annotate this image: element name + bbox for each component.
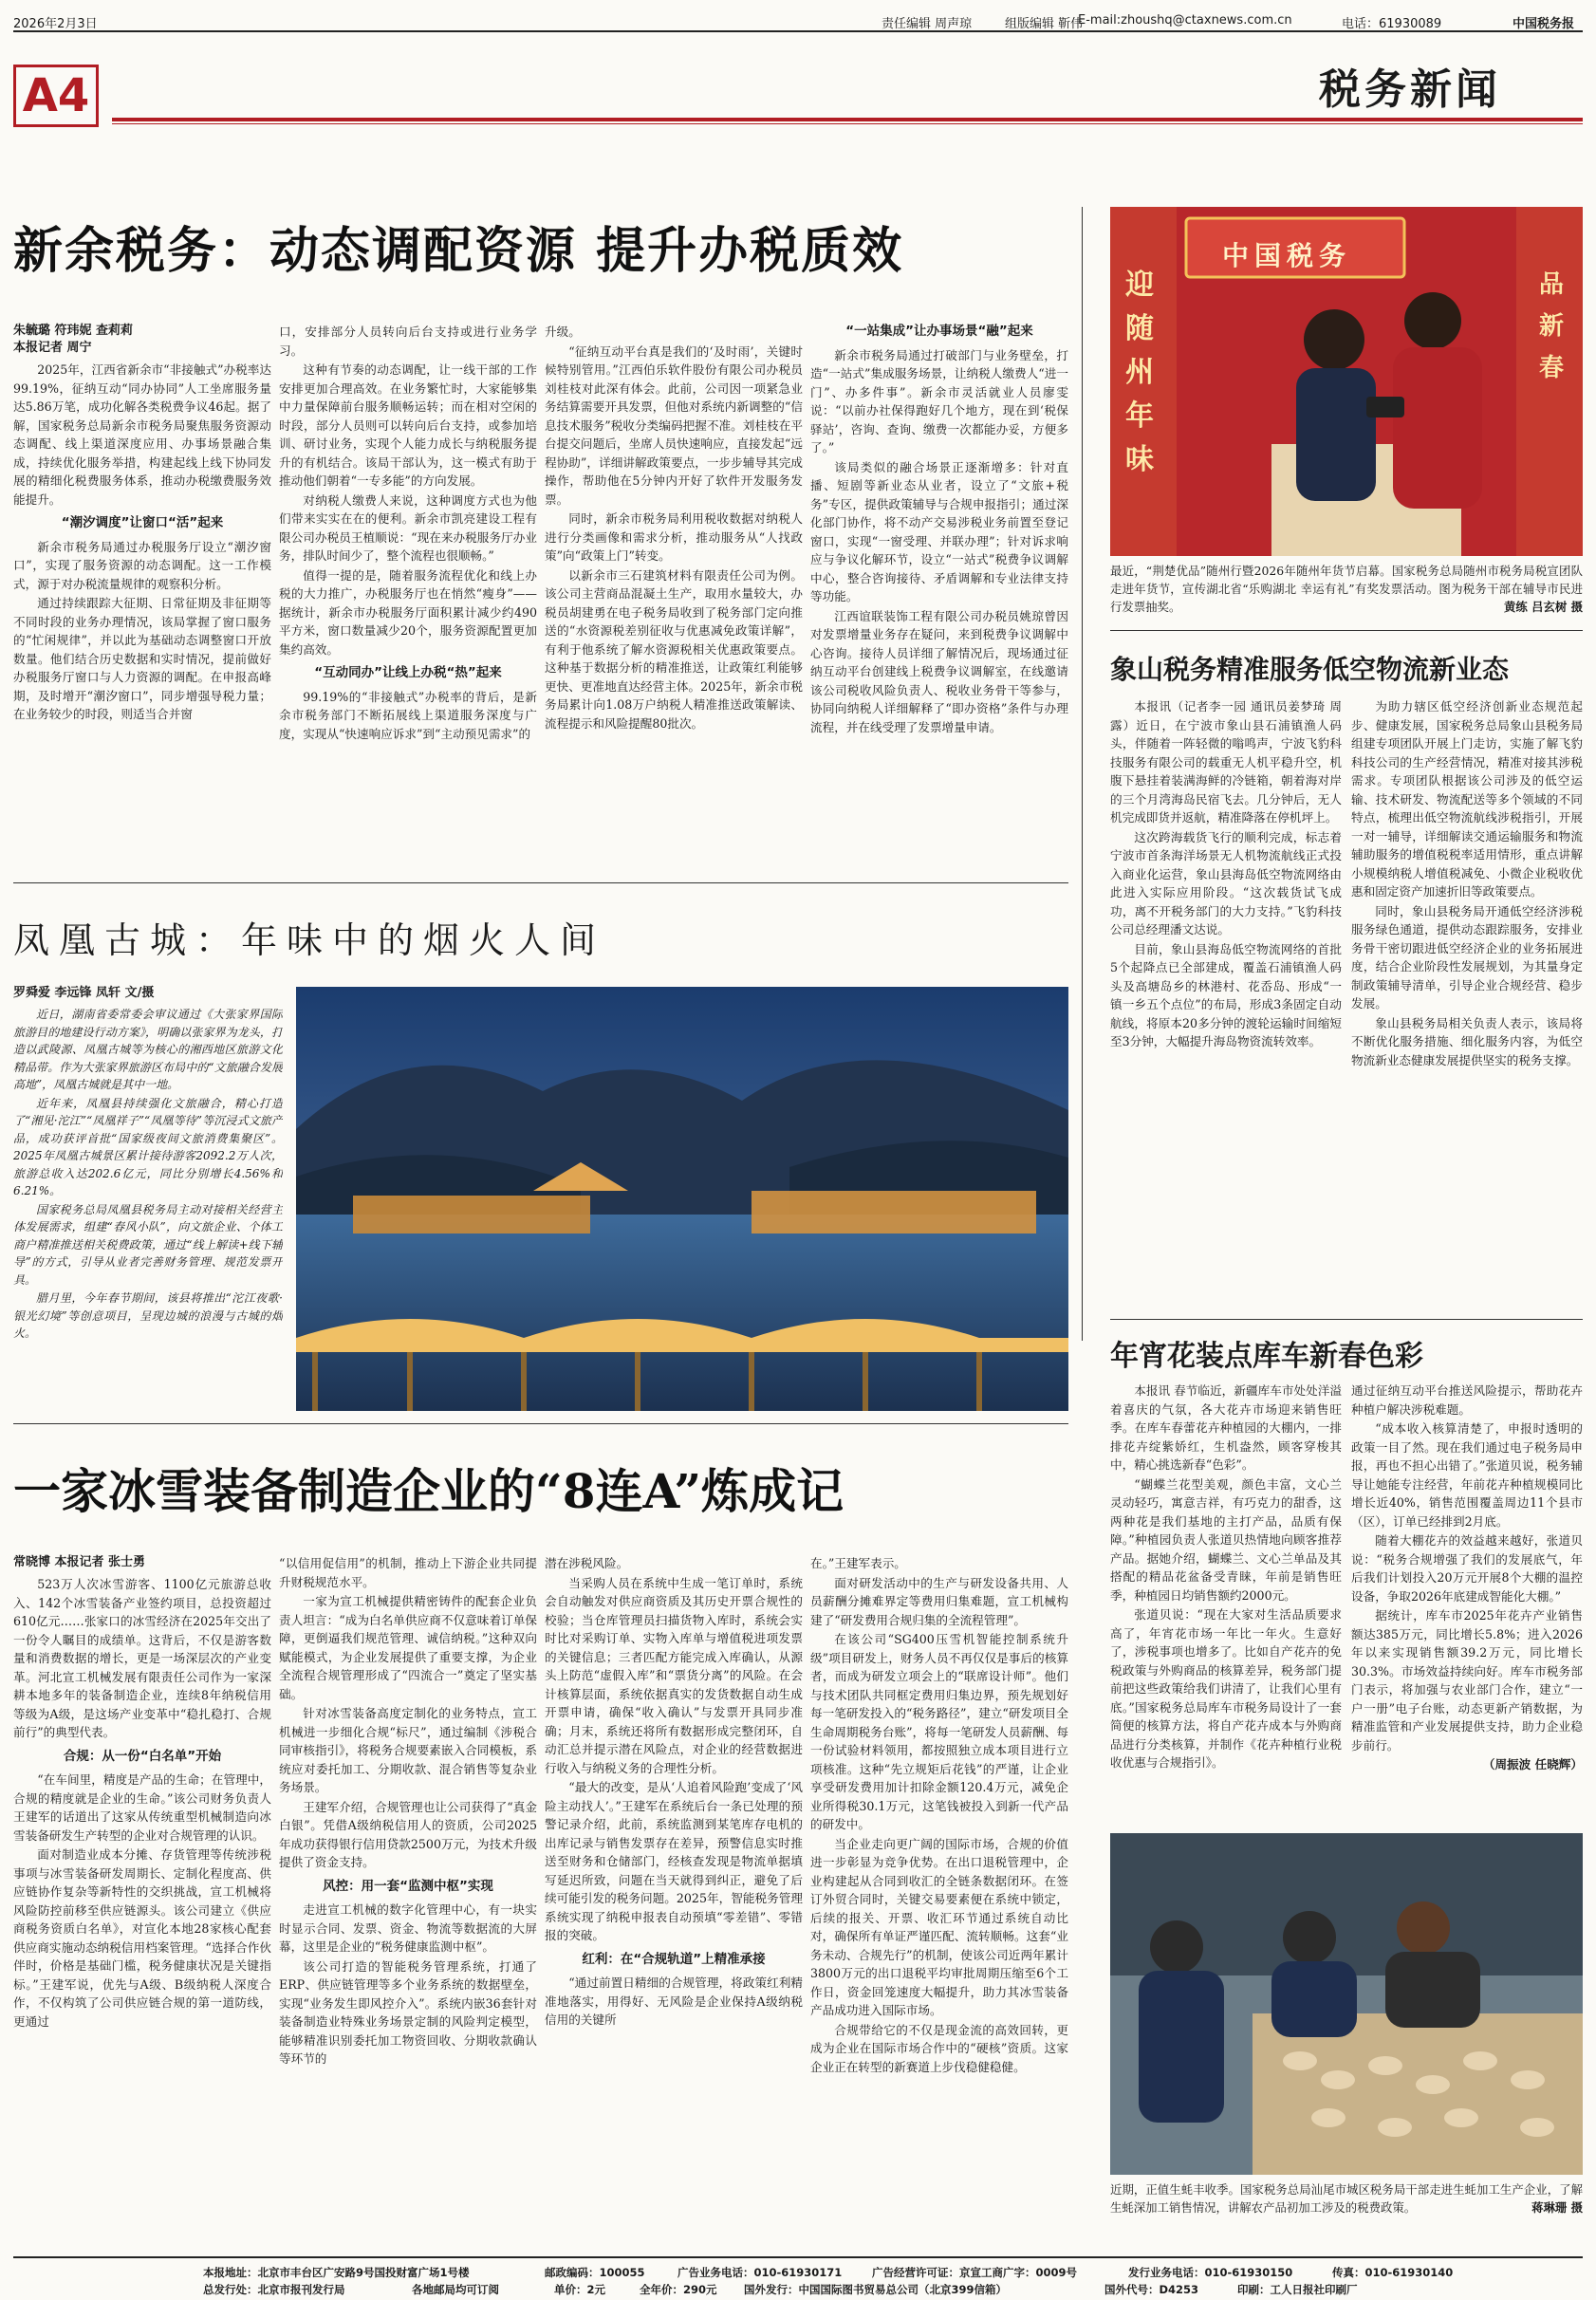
section-rule — [13, 1423, 1068, 1424]
paragraph: 江西谊联装饰工程有限公司办税员姚琼曾因对发票增量业务存在疑问，来到税费争议调解中心咨询。接待人员详细了解情况后，现场通过征纳互动平台创建线上税费争议调解室，在线邀请该公司税收风险负责人、税收业务骨干等参与，协同向纳税人详细解释了“即办资格”条件与办理流程，并在线受理了发票增量申请。 — [810, 608, 1068, 734]
section-rule — [1110, 1319, 1583, 1320]
paragraph: 走进宣工机械的数字化管理中心，有一块实时显示合同、发票、资金、物流等数据流的大屏幕，这里是企业的“税务健康监测中枢”。 — [279, 1902, 537, 1954]
footer-publisher: 总发行处：北京市报刊发行局 — [203, 2283, 345, 2296]
paragraph: “成本收入核算清楚了，申报时透明的政策一目了然。现在我们通过电子税务局申报，再也不担心出错了。”张道贝说，税务辅导让她能专注经营，年前花卉种植规模同比增长近40%，销售范围覆盖周边11个县市（区），订单已经排到2月底。 — [1351, 1421, 1583, 1529]
a2-col1 — [1110, 697, 1342, 1305]
paragraph: 通过持续跟踪大征期、日常征期及非征期等不同时段的业务办理情况，该局掌握了窗口服务的“忙闲规律”，并以此为基础动态调整窗口开放数量。他们结合历史数据和实时情况，提前做好办税服务厅窗口与人力资源的调配。在申报高峰期，及时增开“潮汐窗口”，同步增强导税力量；在业务较少的时段，则适当合并窗 — [13, 596, 271, 721]
paragraph: “最大的改变，是从‘人追着风险跑’变成了‘风险主动找人’。”王建军在系统后台一条已处理的预警记录介绍，此前，系统监测到某笔库存电机的出库记录与销售发票存在差异，预警信息实时推送至财务和仓储部门，经核查发现是物流单据填写延迟所致，问题在当天就得到纠正，避免了后续可能引发的税务问题。2025年，智能税务管理系统实现了纳税申报表自动预填“零差错”、零错报的突破。 — [545, 1780, 803, 1942]
footer-postcode: 邮政编码：100055 — [545, 2266, 645, 2279]
paragraph: 升级。 — [545, 325, 581, 339]
paragraph: 近年来，凤凰县持续强化文旅融合，精心打造了“湘见·沱江”“凤凰祥子”“凤凰等待”等沉浸式文旅产品，成功获评首批“国家级夜间文旅消费集聚区”。2025年凤凰古城景区累计接待游客2092.2万人次，旅游总收入达202.6亿元，同比分别增长4.56%和6.21%。 — [13, 1096, 283, 1197]
a5-byline: 常晓博 本报记者 张士勇 — [13, 1555, 146, 1569]
paragraph: 这次跨海载货飞行的顺利完成，标志着宁波市首条海洋场景无人机物流航线正式投入商业化运营，象山县海岛低空物流网络由此进入实际应用阶段。“这次载货试飞成功，离不开税务部门的大力支持。”飞豹科技公司总经理潘文达说。 — [1110, 829, 1342, 937]
paragraph: 面对研发活动中的生产与研发设备共用、人员薪酬分摊难界定等费用归集难题，宣工机械构建了“研发费用合规归集的全流程管理”。 — [810, 1575, 1068, 1627]
footer-address: 本报地址：北京市丰台区广安路9号国投财富广场1号楼 — [203, 2266, 470, 2279]
a1-col1 — [13, 361, 271, 878]
paragraph: 同时，象山县税务局开通低空经济涉税服务绿色通道，提供动态跟踪服务，安排业务骨干密切跟进低空经济企业的业务拓展进度，结合企业阶段性发展规划，为其量身定制政策辅导清单，引导企业合规经营、稳步发展。 — [1351, 903, 1583, 1011]
paragraph: 当采购人员在系统中生成一笔订单时，系统会自动触发对供应商资质及其历史开票合规性的校验；当仓库管理员扫描货物入库时，系统会实时比对采购订单、实物入库单与增值税进项发票的关键信息；三者匹配方能完成入库确认，从源头上防范“虚假入库”和“票货分离”的风险。在会计核算层面，系统依据真实的发货数据自动生成开票申请，确保“收入确认”与发票开具同步准确；月末，系统还将所有数据形成完整闭环，自动汇总并提示潜在风险点，对企业的经营数据进行收入与纳税义务的合理性分析。 — [545, 1575, 803, 1775]
suizhou-photo — [1110, 207, 1583, 556]
paragraph: 在。”王建军表示。 — [810, 1556, 906, 1570]
a4-col1 — [1110, 1382, 1342, 1827]
a3-body — [13, 1006, 283, 1409]
paper-name: 中国税务报 — [1512, 17, 1575, 31]
footer-price: 单价：2元 — [554, 2283, 606, 2296]
paragraph: 523万人次冰雪游客、1100亿元旅游总收入、142个冰雪装备产业签约项目，总投资超过610亿元……张家口的冰雪经济在2025年交出了一份令人瞩目的成绩单。这背后，不仅是游客数量和消费数据的增长，更是一场深层次的产业变革。河北宣工机械发展有限责任公司作为一家深耕本地多年的装备制造企业，连续8年纳税信用等级为A级，是这场产业变革中“稳扎稳打、合规前行”的典型代表。 — [13, 1577, 271, 1739]
paragraph: “征纳互动平台真是我们的‘及时雨’，关键时候特别管用。”江西伯乐软件股份有限公司办税员刘桂枝对此深有体会。此前，公司因一项紧急业务结算需要开具发票，但他对系统内新调整的“信息技术服务”税收分类编码把握不准。刘桂枝在平台提交问题后，坐席人员快速响应，直接发起“远程协助”，详细讲解政策要点，一步步辅导其完成操作，帮助他在5分钟内开好了软件开发服务发票。 — [545, 343, 803, 507]
a1-col2 — [279, 323, 537, 878]
paragraph: 这种有节奏的动态调配，让一线干部的工作安排更加合理高效。在业务繁忙时，大家能够集中力量保障前台服务顺畅运转；而在相对空闲的时段，部分人员则可以转向后台支持，或参加培训、研讨业务，实现个人能力成长与纳税服务提升的有机结合。该局干部认为，这一模式有助于推动他们朝着“一专多能”的方向发展。 — [279, 362, 537, 488]
footer-subscribe: 各地邮局均可订阅 — [412, 2283, 499, 2296]
paragraph: 张道贝说：“现在大家对生活品质要求高了，年宵花市场一年比一年火。生意好了，涉税事项也增多了。比如自产花卉的免税政策与外购商品的核算差异，税务部门提前把这些政策给我们讲清了，让我们心里有底。”国家税务总局库车市税务局设计了一套简便的核算方法，将自产花卉成本与外购商品进行分类核算，并制作《花卉种植行业税收优惠与合规指引》。 — [1110, 1607, 1342, 1770]
a5-subhead-3: 红利：在“合规轨道”上精准承接 — [582, 1951, 766, 1967]
a5-headline: 一家冰雪装备制造企业的“8连A”炼成记 — [13, 1463, 844, 1519]
paragraph: 新余市税务局通过办税服务厅设立“潮汐窗口”，实现了服务资源的动态调配。这一工作模式，源于对办税流量规律的观察积分析。 — [13, 539, 271, 591]
photo-side-text-1: 迎随州年味 — [1125, 269, 1154, 476]
caption-text: 近期，正值生蚝丰收季。国家税务总局汕尾市城区税务局干部走进生蚝加工生产企业，了解生蚝深加工销售情况，讲解农产品初加工涉及的税费政策。 — [1110, 2182, 1583, 2215]
a3-headline: 凤凰古城：年味中的烟火人间 — [13, 919, 606, 961]
edition-badge: A4 — [13, 65, 99, 127]
paragraph: 通过征纳互动平台推送风险提示，帮助花卉种植户解决涉税难题。 — [1351, 1383, 1583, 1417]
paragraph: 99.19%的“非接触式”办税率的背后，是新余市税务部门不断拓展线上渠道服务深度与广度，实现从“快速响应诉求”到“主动预见需求”的 — [279, 689, 537, 741]
paragraph: 随着大棚花卉的效益越来越好，张道贝说：“税务合规增强了我们的发展底气，年后我们计划投入20万元开展8个大棚的温控设备，争取2026年底建成智能化大棚。” — [1351, 1533, 1583, 1604]
a1-col4 — [810, 323, 1068, 878]
a4-col2 — [1351, 1382, 1583, 1827]
a3-byline: 罗舜爱 李远锋 凤轩 文/摄 — [13, 986, 155, 1000]
header-rule — [112, 118, 1583, 121]
photo-side-text-2: 品新春 — [1539, 270, 1565, 382]
a1-subhead-2: “互动同办”让线上办税“热”起来 — [314, 665, 502, 680]
a5-subhead-2: 风控：用一套“监测中枢”实现 — [323, 1878, 493, 1894]
a4-signature: （周振波 任晓辉） — [1482, 1757, 1583, 1771]
a5-col1 — [13, 1575, 271, 2245]
paragraph: 腊月里，今年春节期间，该县将推出“沱江夜歌·银光幻境”等创意项目，呈现边城的浪漫与古城的烟火。 — [13, 1291, 283, 1340]
fenghuang-photo-art — [296, 987, 1068, 1411]
editor-phone: 电话：61930089 — [1342, 17, 1442, 31]
paragraph: “在车间里，精度是产品的生命；在管理中，合规的精度就是企业的生命。”该公司财务负责人王建军的话道出了这家从传统重型机械制造向冰雪装备研发生产转型的企业对合规管理的认识。 — [13, 1772, 271, 1843]
paragraph: 值得一提的是，随着服务流程优化和线上办税的大力推广，办税服务厅也在悄然“瘦身”——据统计，新余市办税服务厅面积累计减少约490平方米，窗口数量减少20个，服务资源配置更加集约高效。 — [279, 567, 537, 657]
shanwei-photo-art — [1110, 1833, 1583, 2175]
section-rule — [1110, 630, 1583, 631]
footer-fax: 传真：010-61930140 — [1332, 2266, 1454, 2279]
footer-printer: 印刷：工人日报社印刷厂 — [1237, 2283, 1358, 2296]
paragraph: 合规带给它的不仅是现金流的高效回转，更成为企业在国际市场合作中的“硬核”资质。这家企业正在转型的新赛道上步伐稳健稳健。 — [810, 2022, 1068, 2074]
photo-credit: 黄练 吕玄树 摄 — [1504, 600, 1583, 614]
paragraph: 为助力辖区低空经济创新业态规范起步、健康发展，国家税务总局象山县税务局组建专项团队开展上门走访，实施了解飞豹科技公司的生产经营情况，精准对接其涉税需求。专项团队根据该公司涉及的低空运输、技术研发、物流配送等多个领域的不同特点，梳理出低空物流航线涉税指引，开展一对一辅导，详细解读交通运输服务和物流辅助服务的增值税税率适用情形，重点讲解小规模纳税人增值税减免、小微企业税收优惠和固定资产加速折旧等政策要点。 — [1351, 699, 1583, 899]
paragraph: 国家税务总局凤凰县税务局主动对接相关经营主体发展需求，组建“春风小队”，向文旅企业、个体工商户精准推送相关税费政策，通过“线上解读+线下辅导”的方式，引导从业者完善财务管理、规范发票开具。 — [13, 1202, 283, 1287]
a4-headline: 年宵花装点库车新春色彩 — [1110, 1340, 1423, 1373]
paragraph: 2025年，江西省新余市“非接触式”办税率达99.19%，征纳互动“同办协同”人工坐席服务量达5.86万笔，成功化解各类税费争议46起。据了解，国家税务总局新余市税务局聚焦服务资源动态调配、线上渠道深度应用、办事场景融合集成，持续优化服务举措，构建起线上线下协同发展的精细化税费服务体系，推动办税缴费服务效能提升。 — [13, 362, 271, 507]
paragraph: 潜在涉税风险。 — [545, 1556, 629, 1570]
a1-byline — [13, 323, 133, 357]
a5-col4 — [810, 1554, 1068, 2245]
paragraph: “以信用促信用”的机制，推动上下游企业共同提升财税规范水平。 — [279, 1556, 537, 1589]
editor-email[interactable]: E-mail:zhoushq@ctaxnews.com.cn — [1078, 13, 1292, 28]
column-divider — [1082, 207, 1083, 1341]
a1-byline-reporter: 本报记者 周宁 — [13, 341, 92, 355]
header-rule-thin — [112, 123, 1583, 124]
footer-distribution-phone: 发行业务电话：010-61930150 — [1128, 2266, 1293, 2279]
paragraph: 同时，新余市税务局利用税收数据对纳税人进行分类画像和需求分析，推动服务从“人找政策”向“政策上门”转变。 — [545, 511, 803, 563]
footer-annual-price: 全年价：290元 — [640, 2283, 717, 2296]
footer — [13, 2256, 1583, 2296]
paragraph: 面对制造业成本分摊、存货管理等传统涉税事项与冰雪装备研发周期长、定制化程度高、供应链协作复杂等新特性的交织挑战，宣工机械将风险防控前移至供应链源头。该公司建立《供应商税务资质白名单》，对宣化本地28家核心配套供应商实施动态纳税信用档案管理。“选择合作伙伴时，价格是基础门槛，税务健康状况是关键指标。”王建军说，优先与A级、B级纳税人深度合作，不仅构筑了公司供应链合规的第一道防线，更通过 — [13, 1847, 271, 2029]
section-title: 税务新闻 — [1319, 65, 1501, 114]
fenghuang-photo — [296, 987, 1068, 1411]
paragraph: “通过前置日精细的合规管理，将政策红利精准地落实，用得好、无风险是企业保持A级纳税信用的关键所 — [545, 1975, 803, 2027]
paragraph: 在该公司“SG400压雪机智能控制系统升级”项目研发上，财务人员不再仅仅是事后的核算者，而成为研发立项会上的“联席设计师”。他们与技术团队共同框定费用归集边界，预先规划好每一笔研发投入的“税务路径”，建立“研发项目全生命周期税务台账”，将每一笔研发人员薪酬、每一份试验材料领用，都按照独立成本项目进行立项核准。这种“先立规矩后花钱”的严谨，让企业享受研发费用加计扣除金额120.4万元，减免企业所得税30.1万元，这笔钱被投入到新一代产品的研发中。 — [810, 1632, 1068, 1831]
suizhou-caption — [1110, 562, 1583, 624]
paragraph: 一家为宣工机械提供精密铸件的配套企业负责人坦言：“成为白名单供应商不仅意味着订单保障，更倒逼我们规范管理、诚信纳税。”这种双向赋能模式，为企业发展提供了重要支撑，为企业全流程合规管理形成了“四流合一”奠定了坚实基础。 — [279, 1594, 537, 1701]
paragraph: 针对冰雪装备高度定制化的业务特点，宣工机械进一步细化合规“标尺”，通过编制《涉税合同审核指引》，将税务合规要素嵌入合同模板，系统应对委托加工、分期收款、混合销售等复杂业务场景。 — [279, 1706, 537, 1794]
a2-headline: 象山税务精准服务低空物流新业态 — [1110, 654, 1510, 685]
photo-credit: 蒋琳珊 摄 — [1531, 2200, 1583, 2215]
a5-col2 — [279, 1554, 537, 2245]
a5-col3 — [545, 1554, 803, 2245]
footer-ad-license: 广告经营许可证：京宣工商广字：0009号 — [872, 2266, 1078, 2279]
paragraph: 该局类似的融合场景正逐渐增多：针对直播、短剧等新业态从业者，设立了“文旅+税务”专区，提供政策辅导与合规申报指引；通过深化部门协作，将不动产交易涉税业务前置至登记窗口，实现“一窗受理、并联办理”；针对诉求响应与争议化解环节，设立“一站式”税费争议调解中心，整合咨询接待、矛盾调解和专业法律支持等功能。 — [810, 459, 1068, 603]
a1-byline-authors: 朱毓璐 符玮妮 查莉莉 — [13, 324, 134, 338]
caption-text: 最近，“荆楚优品”随州行暨2026年随州年货节启幕。国家税务总局随州市税务局税宣团队走进年货节，宣传湖北省“乐购湖北 幸运有礼”有奖发票活动。图为税务干部在辅导市民进行发票抽奖。 — [1110, 564, 1583, 614]
paragraph: 当企业走向更广阔的国际市场，合规的价值进一步彰显为竞争优势。在出口退税管理中，企业构建起从合同到收汇的全链条数据闭环。在签订外贸合同时，关键交易要素便在系统中锁定，后续的报关、开票、收汇环节通过系统自动比对，确保所有单证严谨匹配、流转顺畅。这套“业务未动、合规先行”的机制，使该公司近两年累计3800万元的出口退税平均审批周期压缩至6个工作日，资金回笼速度大幅提升，助力其冰雪装备产品成功进入国际市场。 — [810, 1836, 1068, 2017]
paragraph: “蝴蝶兰花型美观，颜色丰富，文心兰灵动轻巧，寓意吉祥，有巧克力的甜香，这两种花是我们基地的主打产品，品质有保障。”种植园负责人张道贝热情地向顾客推荐产品。据她介绍，蝴蝶兰、文心兰单品及其搭配的精品花盆备受青睐，年前是销售旺季，种植园日均销售额约2000元。 — [1110, 1476, 1342, 1603]
a1-col3 — [545, 323, 803, 878]
footer-overseas-code: 国外代号：D4253 — [1104, 2283, 1199, 2296]
paragraph: 目前，象山县海岛低空物流网络的首批5个起降点已全部建成，覆盖石浦镇渔人码头及高塘岛乡的林港村、花岙岛、形成“一镇一乡五个点位”的布局，形成3条固定自动航线，将原本20多分钟的渡轮运输时间缩短至3分钟，大幅提升海岛物资流转效率。 — [1110, 941, 1342, 1048]
paragraph: 近日，湖南省委常委会审议通过《大张家界国际旅游目的地建设行动方案》，明确以张家界为龙头，打造以武陵源、凤凰古城等为核心的湘西地区旅游文化精品带。作为大张家界旅游区布局中的“文旅融合发展高地”，凤凰古城就是其中一地。 — [13, 1008, 283, 1091]
shanwei-photo — [1110, 1833, 1583, 2175]
paragraph: 王建军介绍，合规管理也让公司获得了“真金白银”。凭借A级纳税信用人的资质，公司2025年成功获得银行信用贷款2500万元，为技术升级提供了资金支持。 — [279, 1799, 537, 1869]
photo-banner-text: 中国税务 — [1222, 240, 1352, 271]
editor-credit: 责任编辑 周声琼 — [882, 17, 973, 31]
paragraph: 本报讯 春节临近，新疆库车市处处洋溢着喜庆的气氛，各大花卉市场迎来销售旺季。在库车春蕾花卉种植园的大棚内，一排排花卉绽紫娇红，生机盎然，顾客穿梭其中，精心挑选新春“色彩”。 — [1110, 1383, 1342, 1472]
a5-subhead-1: 合规：从一份“白名单”开始 — [63, 1748, 222, 1764]
paragraph: 对纳税人缴费人来说，这种调度方式也为他们带来实实在在的便利。新余市凯亮建设工程有限公司办税员王植顺说：“现在来办税服务厅办业务，排队时间少了，整个流程也很顺畅。” — [279, 492, 537, 563]
footer-overseas: 国外发行：中国国际图书贸易总公司（北京399信箱） — [744, 2283, 1008, 2296]
paragraph: 象山县税务局相关负责人表示，该局将不断优化服务措施、细化服务内容，为低空物流新业态健康发展提供坚实的税务支撑。 — [1351, 1015, 1583, 1067]
masthead-bar — [13, 9, 1583, 32]
a1-subhead-1: “潮汐调度”让窗口“活”起来 — [61, 515, 224, 530]
paragraph: 以新余市三石建筑材料有限责任公司为例。该公司主营商品混凝土生产，取用水量较大，办税员胡建勇在电子税务局收到了税务部门定向推送的“水资源税差别征收与优惠减免政策详解”，有利于他系统了解水资源税相关优惠政策要点。这种基于数据分析的精准推送，让政策红利能够更快、更准地直达经营主体。2025年，新余市税务局累计向1.08万户纳税人精准推送政策解读、流程提示和风险提醒80批次。 — [545, 567, 803, 731]
shanwei-caption — [1110, 2180, 1583, 2247]
paragraph: 该公司打造的智能税务管理系统，打通了ERP、供应链管理等多个业务系统的数据壁垒，实现“业务发生即风控介入”。系统内嵌36套针对装备制造业特殊业务场景定制的风险判定模型，能够精准识别委托加工物资回收、分期收款确认等环节的 — [279, 1958, 537, 2066]
paragraph: 新余市税务局通过打破部门与业务壁垒，打造“一站式”集成服务场景，让纳税人缴费人“进一门”、办多件事”。新余市灵活就业人员廖雯说：“以前办社保得跑好几个地方，现在到‘税保驿站’，咨询、查询、缴费一次都能办妥，方便多了。” — [810, 347, 1068, 454]
designer-credit: 组版编辑 靳伟 — [1005, 17, 1084, 31]
issue-date: 2026年2月3日 — [13, 17, 98, 31]
paragraph: 口，安排部分人员转向后台支持或进行业务学习。 — [279, 325, 537, 358]
footer-ad-phone: 广告业务电话：010-61930171 — [677, 2266, 843, 2279]
a1-subhead-3: “一站集成”让办事场景“融”起来 — [845, 324, 1033, 339]
section-rule — [13, 882, 1068, 883]
paragraph: 据统计，库车市2025年花卉产业销售额达385万元，同比增长5.8%；进入2026年以来实现销售额39.2万元，同比增长30.3%。市场效益持续向好。库车市税务部门表示，将加强与农业部门合作，建立“一户一册”电子台账，动态更新产销数据，为精准监管和产业发展提供支持，助力企业稳步前行。 — [1351, 1608, 1583, 1753]
a1-headline: 新余税务：动态调配资源 提升办税质效 — [13, 222, 904, 280]
a2-col2 — [1351, 697, 1583, 1305]
paragraph: 本报讯（记者李一园 通讯员姜梦琦 周露）近日，在宁波市象山县石浦镇渔人码头，伴随着一阵轻微的嗡鸣声，宁波飞豹科技服务有限公司的载重无人机平稳升空，机腹下悬挂着装满海鲜的冷链箱，朝着海对岸的三个月湾海岛民宿飞去。几分钟后，无人机完成即货并返航，精准降落在停机坪上。 — [1110, 699, 1342, 825]
